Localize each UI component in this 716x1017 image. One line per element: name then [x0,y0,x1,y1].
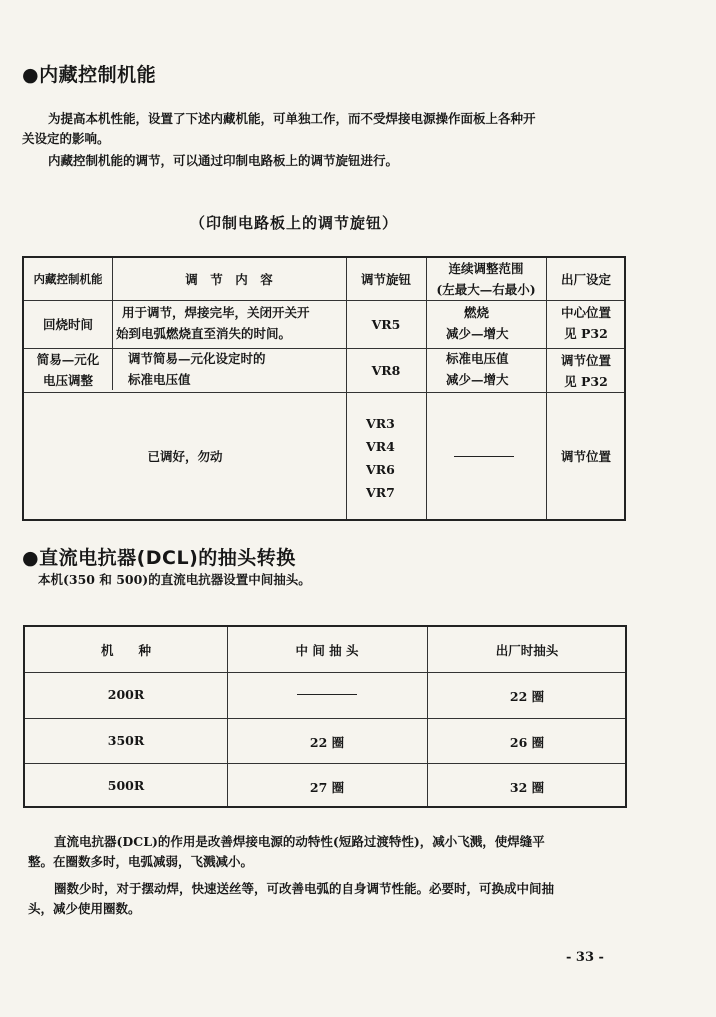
table1-row1-range [426,302,546,344]
table1-row1-factory-line-2: 见 P32 [564,326,608,341]
table2-row1-middle-dash [297,694,357,695]
table1-header-range [426,258,546,300]
section1-paragraph-1-line-2: 关设定的影响。 [22,131,110,146]
table1-row2-knob: VR8 [371,363,401,378]
table1-row3-knobs [366,412,426,504]
table1-row2-content [128,348,346,390]
table1-row1-factory [546,302,626,344]
table1-row1-factory-line-1: 中心位置 [560,305,611,320]
table1-row3-knob-vr3: VR3 [366,416,395,431]
table1-row2-function [24,349,112,391]
table1-header-content: 调 节 内 容 [185,272,273,287]
table1-row3-knob-vr7: VR7 [366,485,395,500]
section-title-builtin-control: ●内藏控制机能 [22,64,157,86]
table1-row1-content-line-2: 始到电弧燃烧直至消失的时间。 [116,326,292,341]
section1-paragraph-2: 内藏控制机能的调节，可以通过印制电路板上的调节旋钮进行。 [48,153,399,168]
table1-row3-knob-vr4: VR4 [366,439,395,454]
table1-row1-range-line-1: 燃烧 [464,305,490,320]
table1-row2-content-line-1: 调节简易—元化设定时的 [128,351,266,366]
adjust-knob-table [22,256,626,521]
section3-paragraph-2 [28,879,648,919]
table1-header-range-line-1: 连续调整范围 [448,261,524,276]
table1-row2-function-line-2: 电压调整 [42,373,93,388]
table1-row2-range-line-1: 标准电压值 [446,351,509,366]
table1-row1-content [116,302,346,344]
section2-paragraph-1: 本机(350 和 500)的直流电抗器设置中间抽头。 [38,572,311,587]
page-number: - 33 - [566,950,604,965]
table1-row1-function: 回烧时间 [42,317,93,332]
table1-row3-merged-note: 已调好，勿动 [147,449,223,464]
section3-paragraph-2-line-1: 圈数少时，对于摆动焊，快速送丝等，可改善电弧的自身调节性能。必要时，可换成中间抽 [54,881,555,896]
section3-paragraph-1 [28,832,648,872]
section3-paragraph-1-line-1: 直流电抗器(DCL)的作用是改善焊接电源的动特性(短路过渡特性)，减小飞溅，使焊缝平 [54,834,545,849]
table2-row1-factory: 22 圈 [509,689,545,704]
table1-row2-range [426,348,546,390]
table2-row1-model: 200R [107,687,145,702]
table1-row3-factory: 调节位置 [560,449,611,464]
table1-row3-range-dash [454,456,514,457]
section3-paragraph-2-line-2: 头，减少使用圈数。 [28,901,141,916]
table2-row2-factory: 26 圈 [509,735,545,750]
table2-header-model: 机 种 [100,643,151,658]
section3-paragraph-1-line-2: 整。在圈数多时，电弧减弱，飞溅减小。 [28,854,254,869]
table1-header-range-line-2: (左最大—右最小) [436,282,536,297]
table2-row3-factory: 32 圈 [509,780,545,795]
table2-header-factory: 出厂时抽头 [495,643,559,658]
table2-header-middle: 中 间 抽 头 [295,643,359,658]
table1-row2-factory [546,350,626,392]
table1-row3-knob-vr6: VR6 [366,462,395,477]
table2-row2-middle: 22 圈 [309,735,345,750]
table1-row2-function-line-1: 简易—元化 [36,352,100,367]
table2-row2-model: 350R [107,733,145,748]
table1-row1-content-line-1: 用于调节，焊接完毕，关闭开关开 [122,305,310,320]
section1-paragraph-1-line-1: 为提高本机性能，设置了下述内藏机能，可单独工作，而不受焊接电源操作面板上各种开 [48,111,536,126]
table1-row2-range-line-2: 减少—增大 [446,372,509,387]
table1-row1-knob: VR5 [371,317,401,332]
table1-header-factory: 出厂设定 [560,272,611,287]
table1-row1-range-line-2: 减少—增大 [446,326,509,341]
dcl-tap-table [23,625,627,808]
table2-row3-middle: 27 圈 [309,780,345,795]
table1-header-function: 内藏控制机能 [33,272,103,286]
section-title-dcl-tap: ●直流电抗器(DCL)的抽头转换 [22,547,296,569]
table1-row2-content-line-2: 标准电压值 [128,372,191,387]
table1-row2-factory-line-1: 调节位置 [560,353,611,368]
table1-header-knob: 调节旋钮 [360,272,411,287]
section1-paragraph-1 [22,109,642,149]
table1-caption: （印制电路板上的调节旋钮） [190,214,399,232]
table1-row2-factory-line-2: 见 P32 [564,374,608,389]
table2-row3-model: 500R [107,778,145,793]
